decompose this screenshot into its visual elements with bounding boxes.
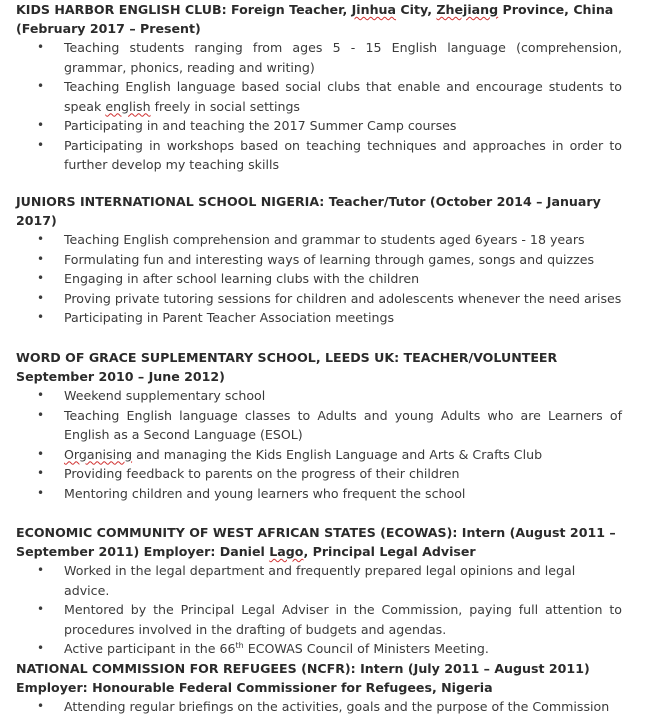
bullet-icon: •	[37, 466, 45, 480]
section-heading	[16, 0, 626, 38]
list-item	[0, 38, 622, 77]
list-item	[0, 308, 622, 328]
item-text: Participating in workshops based on teaching techniques and approaches in order to further develop my teaching skills	[64, 137, 622, 172]
experience-kids-harbor	[0, 0, 640, 175]
item-text: Worked in the legal department and frequently prepared legal opinions and legal advice.	[64, 563, 576, 598]
list-item	[0, 639, 622, 659]
item-text: Mentoring children and young learners who frequent the school	[64, 485, 466, 501]
list-item	[0, 600, 622, 639]
experience-juniors-international	[0, 192, 640, 328]
heading-text: City,	[396, 2, 437, 17]
list-item	[0, 250, 622, 270]
list-item	[0, 406, 622, 445]
experience-ecowas	[0, 523, 640, 659]
org-name: KIDS HARBOR ENGLISH CLUB	[16, 2, 222, 17]
bullet-icon: •	[37, 271, 45, 285]
section-heading: NATIONAL COMMISSION FOR REFUGEES (NCFR): Intern (July 2011 – August 2011)	[16, 661, 590, 676]
item-text: ECOWAS Council of Ministers Meeting.	[243, 641, 489, 656]
experience-word-of-grace	[0, 348, 640, 503]
bullet-icon: •	[37, 641, 45, 655]
item-text: Organising	[64, 446, 133, 462]
list-item	[0, 269, 622, 289]
list-item	[0, 697, 622, 717]
bullet-icon: •	[37, 388, 45, 402]
list-item	[0, 484, 622, 504]
list-item	[0, 464, 622, 484]
section-heading	[16, 523, 626, 561]
item-text: Engaging in after school learning clubs with the children	[64, 271, 420, 286]
list-item	[0, 77, 622, 116]
item-text: Weekend supplementary school	[64, 388, 266, 403]
item-text: Active participant in the 66	[64, 641, 236, 656]
bullet-list	[0, 38, 640, 175]
list-item	[0, 289, 622, 309]
bullet-icon: •	[37, 232, 45, 246]
section-heading: JUNIORS INTERNATIONAL SCHOOL NIGERIA: Teacher/Tutor (October 2014 – January 2017)	[16, 194, 601, 228]
city-name: Jinhua	[351, 2, 397, 17]
bullet-icon: •	[37, 563, 45, 577]
list-item	[0, 136, 622, 175]
item-text: Formulating fun and interesting ways of learning through games, songs and quizzes	[64, 251, 595, 267]
experience-ncfr	[0, 659, 640, 717]
ordinal-suffix: th	[235, 640, 244, 650]
employer-name: Lago	[269, 544, 304, 559]
bullet-icon: •	[37, 407, 45, 422]
item-text: freely in social settings	[150, 98, 300, 114]
item-text: Participating in and teaching the 2017 Summer Camp courses	[64, 118, 457, 133]
bullet-icon: •	[37, 310, 45, 324]
item-text: Participating in Parent Teacher Association meetings	[64, 310, 395, 325]
heading-text: ECONOMIC COMMUNITY OF WEST AFRICAN STATES (ECOWAS): Intern (August 2011 – September 2011) Employer: Daniel	[16, 525, 616, 559]
item-text: Teaching students ranging from ages 5 - 15 English language (comprehension, grammar, phonics, reading and writing)	[64, 40, 622, 75]
item-text: Teaching English comprehension and grammar to students aged 6years - 18 years	[64, 232, 585, 247]
section-subheading: Employer: Honourable Federal Commissioner for Refugees, Nigeria	[16, 680, 493, 695]
item-text: Mentored by the Principal Legal Adviser in the Commission, paying full attention to procedures involved in the drafting of budgets and agendas.	[64, 602, 622, 637]
bullet-icon: •	[37, 79, 45, 93]
list-item	[0, 230, 622, 250]
bullet-icon: •	[37, 290, 45, 305]
bullet-icon: •	[37, 118, 45, 132]
bullet-icon: •	[37, 446, 45, 461]
item-text: Attending regular briefings on the activities, goals and the purpose of the Commission	[64, 699, 610, 714]
heading-text: : Foreign Teacher,	[221, 2, 352, 17]
bullet-icon: •	[37, 40, 45, 54]
item-text: Providing feedback to parents on the progress of their children	[64, 466, 460, 481]
bullet-list	[0, 230, 640, 328]
list-item	[0, 116, 622, 136]
list-item	[0, 386, 622, 406]
item-text: english	[105, 98, 151, 114]
item-text: Teaching English language based social clubs that enable and encourage students to speak	[64, 79, 622, 114]
bullet-icon: •	[37, 485, 45, 500]
item-text: Proving private tutoring sessions for children and adolescents whenever the need arises	[64, 290, 622, 306]
heading-text: , Principal Legal Adviser	[303, 544, 476, 559]
bullet-list	[0, 561, 640, 659]
section-heading: WORD OF GRACE SUPLEMENTARY SCHOOL, LEEDS UK: TEACHER/VOLUNTEER September 2010 – June 2012)	[16, 350, 558, 384]
heading-text: Province, China (February 2017 – Present)	[16, 2, 614, 36]
bullet-list	[0, 697, 640, 717]
bullet-icon: •	[37, 137, 45, 152]
province-name: Zhejiang	[436, 2, 499, 17]
bullet-icon: •	[37, 602, 45, 616]
item-text: and managing the Kids English Language and Arts & Crafts Club	[132, 446, 543, 462]
bullet-icon: •	[37, 699, 45, 713]
item-text: Teaching English language classes to Adults and young Adults who are Learners of English as a Second Language (ESOL)	[64, 407, 622, 442]
list-item	[0, 561, 622, 600]
bullet-icon: •	[37, 251, 45, 266]
bullet-list	[0, 386, 640, 503]
list-item	[0, 445, 622, 465]
